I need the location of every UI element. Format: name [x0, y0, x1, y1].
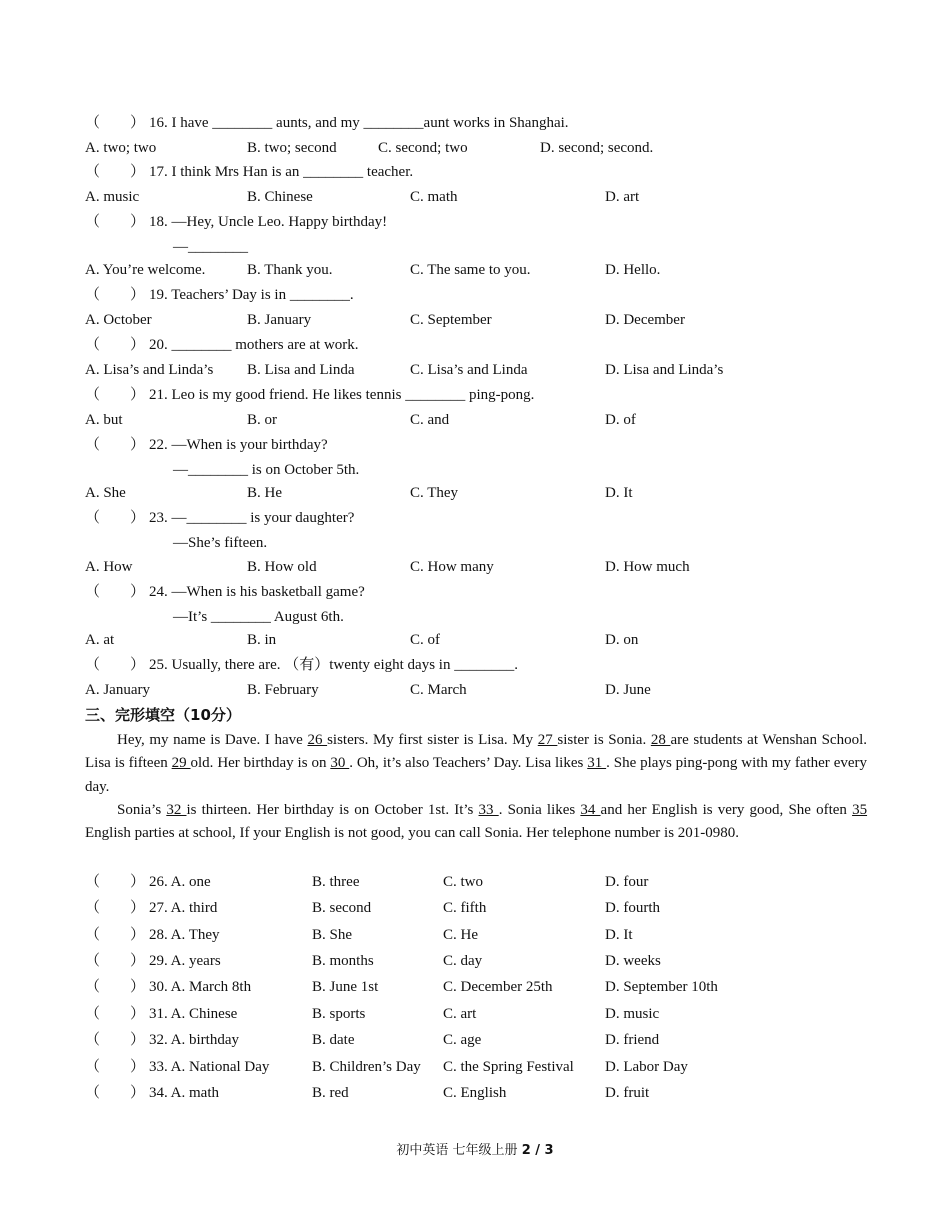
passage-text: Sonia’s [117, 802, 167, 818]
option-a: A. You’re welcome. [85, 262, 206, 278]
cloze-option-c: C. He [443, 927, 478, 943]
option-d: D. It [605, 485, 633, 501]
cloze-option-d: D. music [605, 1006, 660, 1022]
option-a: A. Lisa’s and Linda’s [85, 362, 214, 378]
blank-35: 35 [852, 802, 868, 818]
question-text: 20. ________ mothers are at work. [149, 337, 359, 353]
answer-bracket: （ ） [85, 510, 146, 526]
option-a: A. two; two [85, 140, 157, 156]
answer-bracket: （ ） [85, 953, 146, 969]
question-text: 23. —________ is your daughter? [149, 510, 355, 526]
section-heading: 三、完形填空（10分） [85, 706, 241, 724]
cloze-option-c: C. art [443, 1006, 477, 1022]
blank-34: 34 [580, 802, 601, 818]
passage-text: . Oh, it’s also Teachers’ Day. Lisa likes [349, 755, 588, 772]
cloze-option-c: C. fifth [443, 900, 487, 916]
option-b: B. Lisa and Linda [247, 362, 355, 378]
cloze-option-b: B. months [312, 953, 374, 969]
question-text: 17. I think Mrs Han is an ________ teacher. [149, 164, 414, 180]
blank-27: 27 [537, 732, 558, 748]
cloze-option-a: 32. A. birthday [149, 1032, 239, 1048]
option-c: C. How many [410, 559, 494, 575]
option-b: B. February [247, 682, 319, 698]
footer-subject: 初中英语 七年级上册 [396, 1143, 522, 1158]
answer-bracket: （ ） [85, 1059, 146, 1075]
blank-33: 33 [478, 802, 499, 818]
answer-bracket: （ ） [85, 164, 146, 180]
answer-bracket: （ ） [85, 287, 146, 303]
blank-32: 32 [166, 802, 187, 818]
cloze-option-a: 31. A. Chinese [149, 1006, 238, 1022]
passage-text: is thirteen. Her birthday is on October 1st. It’s [186, 802, 479, 818]
cloze-option-c: C. day [443, 953, 483, 969]
cloze-option-d: D. fourth [605, 900, 660, 916]
cloze-option-c: C. age [443, 1032, 482, 1048]
option-c: C. second; two [378, 140, 468, 156]
option-b: B. How old [247, 559, 317, 575]
passage-text: are students at Wenshan School. Lisa is fifteen [85, 732, 868, 772]
option-b: B. two; second [247, 140, 337, 156]
dialogue-line: —________ is on October 5th. [173, 462, 360, 478]
blank-30: 30 [330, 755, 350, 772]
cloze-option-b: B. three [312, 874, 360, 890]
answer-bracket: （ ） [85, 214, 146, 230]
cloze-option-a: 29. A. years [149, 953, 221, 969]
cloze-option-b: B. red [312, 1085, 349, 1101]
answer-bracket: （ ） [85, 337, 146, 353]
option-b: B. or [247, 412, 277, 428]
cloze-option-b: B. date [312, 1032, 355, 1048]
question-text: 21. Leo is my good friend. He likes tennis ________ ping-pong. [149, 387, 535, 403]
option-c: C. March [410, 682, 467, 698]
cloze-option-a: 26. A. one [149, 874, 211, 890]
cloze-option-b: B. sports [312, 1006, 366, 1022]
option-d: D. December [605, 312, 685, 328]
cloze-option-d: D. September 10th [605, 979, 718, 995]
dialogue-line: —It’s ________ August 6th. [173, 609, 344, 625]
passage-text: and her English is very good, She often [600, 802, 853, 818]
cloze-option-b: B. Children’s Day [312, 1059, 421, 1075]
cloze-option-c: C. December 25th [443, 979, 553, 995]
cloze-option-c: C. two [443, 874, 484, 890]
option-b: B. January [247, 312, 312, 328]
cloze-option-d: D. Labor Day [605, 1059, 688, 1075]
blank-26: 26 [307, 732, 328, 748]
option-a: A. January [85, 682, 150, 698]
answer-bracket: （ ） [85, 900, 146, 916]
option-c: C. Lisa’s and Linda [410, 362, 528, 378]
option-b: B. Chinese [247, 189, 313, 205]
passage-text: sisters. My first sister is Lisa. My [327, 732, 538, 748]
option-b: B. Thank you. [247, 262, 333, 278]
option-d: D. June [605, 682, 651, 698]
cloze-option-a: 28. A. They [149, 927, 220, 943]
passage-text: . She plays ping-pong with my father every day. [85, 755, 867, 795]
cloze-option-d: D. It [605, 927, 633, 943]
page-footer [0, 1139, 950, 1158]
option-d: D. of [605, 412, 636, 428]
option-d: D. on [605, 632, 639, 648]
question-text: 16. I have ________ aunts, and my ________aunt works in Shanghai. [149, 115, 569, 131]
page-number: 2 / 3 [521, 1143, 554, 1158]
cloze-option-b: B. She [312, 927, 353, 943]
option-d: D. Hello. [605, 262, 661, 278]
option-d: D. second; second. [540, 140, 654, 156]
passage-text: English parties at school, If your English is not good, you can call Sonia. Her telephone number is 201-0980. [85, 825, 740, 842]
cloze-option-a: 34. A. math [149, 1085, 219, 1101]
cloze-option-d: D. four [605, 874, 649, 890]
answer-bracket: （ ） [85, 584, 146, 600]
option-a: A. music [85, 189, 140, 205]
option-a: A. but [85, 412, 123, 428]
cloze-option-a: 33. A. National Day [149, 1059, 270, 1075]
question-text: 22. —When is your birthday? [149, 437, 328, 453]
passage-paragraph [85, 799, 867, 846]
cloze-option-b: B. June 1st [312, 979, 379, 995]
option-c: C. and [410, 412, 450, 428]
blank-29: 29 [171, 755, 191, 772]
question-text: 25. Usually, there are. （有）twenty eight days in ________. [149, 657, 518, 673]
answer-bracket: （ ） [85, 1032, 146, 1048]
cloze-option-d: D. weeks [605, 953, 661, 969]
option-b: B. He [247, 485, 282, 501]
cloze-option-a: 27. A. third [149, 900, 218, 916]
passage-text: sister is Sonia. [557, 732, 651, 748]
cloze-option-c: C. the Spring Festival [443, 1059, 574, 1075]
answer-bracket: （ ） [85, 115, 146, 131]
option-a: A. October [85, 312, 152, 328]
cloze-option-d: D. friend [605, 1032, 660, 1048]
option-d: D. Lisa and Linda’s [605, 362, 724, 378]
answer-bracket: （ ） [85, 657, 146, 673]
question-text: 19. Teachers’ Day is in ________. [149, 287, 354, 303]
passage-text: old. Her birthday is on [190, 755, 331, 772]
blank-31: 31 [587, 755, 607, 772]
option-c: C. September [410, 312, 492, 328]
answer-bracket: （ ） [85, 1085, 146, 1101]
option-d: D. How much [605, 559, 690, 575]
cloze-option-c: C. English [443, 1085, 507, 1101]
dialogue-line: —________ [173, 239, 248, 255]
question-text: 24. —When is his basketball game? [149, 584, 365, 600]
question-text: 18. —Hey, Uncle Leo. Happy birthday! [149, 214, 388, 230]
cloze-option-a: 30. A. March 8th [149, 979, 252, 995]
option-c: C. They [410, 485, 459, 501]
option-b: B. in [247, 632, 277, 648]
dialogue-line: —She’s fifteen. [173, 535, 268, 551]
option-a: A. at [85, 632, 115, 648]
answer-bracket: （ ） [85, 979, 146, 995]
passage-text: . Sonia likes [498, 802, 581, 818]
cloze-option-b: B. second [312, 900, 372, 916]
option-c: C. The same to you. [410, 262, 531, 278]
passage-text: Hey, my name is Dave. I have [117, 732, 308, 748]
passage-paragraph [85, 729, 867, 799]
answer-bracket: （ ） [85, 874, 146, 890]
option-a: A. How [85, 559, 133, 575]
answer-bracket: （ ） [85, 387, 146, 403]
option-a: A. She [85, 485, 126, 501]
option-c: C. math [410, 189, 458, 205]
option-d: D. art [605, 189, 640, 205]
option-c: C. of [410, 632, 440, 648]
answer-bracket: （ ） [85, 437, 146, 453]
answer-bracket: （ ） [85, 927, 146, 943]
cloze-option-d: D. fruit [605, 1085, 650, 1101]
answer-bracket: （ ） [85, 1006, 146, 1022]
blank-28: 28 [650, 732, 671, 748]
